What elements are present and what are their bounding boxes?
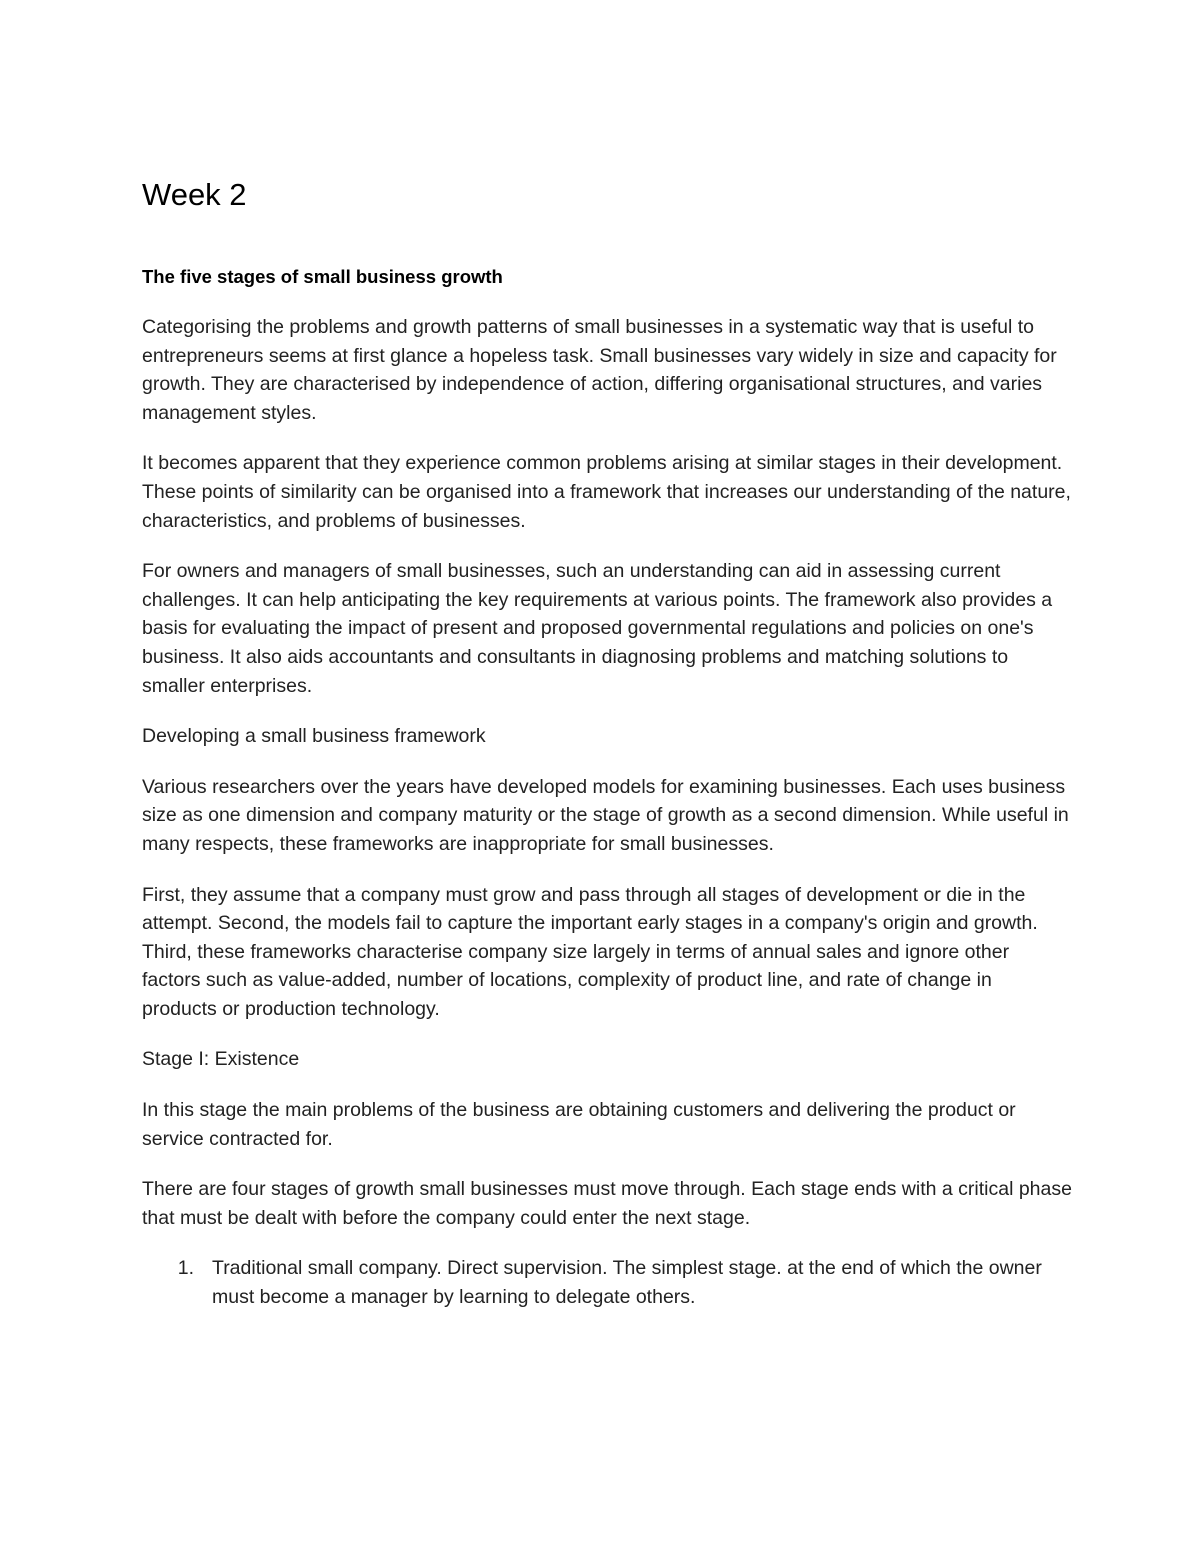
stage1-list xyxy=(142,1254,1072,1311)
framework-heading: Developing a small business framework xyxy=(142,725,486,748)
list-item xyxy=(142,1254,1072,1311)
document-page xyxy=(142,172,1072,1312)
framework-paragraph-1: Various researchers over the years have developed models for examining businesses. Each uses business size as one dimension and company maturity or the stage of growth as a second dimension. While useful in many respects, these frameworks are inappropriate for small businesses. xyxy=(142,775,1069,855)
intro-paragraph-3: For owners and managers of small businesses, such an understanding can aid in assessing current challenges. It can help anticipating the key requirements at various points. The framework also provides a basis for evaluating the impact of present and proposed governmental regulations and policies on one's business. It also aids accountants and consultants in diagnosing problems and matching solutions to smaller enterprises. xyxy=(142,560,1053,697)
intro-paragraph-2: It becomes apparent that they experience common problems arising at similar stages in their development. These points of similarity can be organised into a framework that increases our understanding of the nature, characteristics, and problems of businesses. xyxy=(142,452,1071,532)
list-item-number: 1. xyxy=(177,1257,194,1280)
document-subtitle: The five stages of small business growth xyxy=(142,266,503,287)
stage1-heading: Stage I: Existence xyxy=(142,1048,300,1071)
list-item-text: Traditional small company. Direct supervision. The simplest stage. at the end of which the owner must become a manager by learning to delegate others. xyxy=(212,1257,1042,1309)
intro-paragraph-1: Categorising the problems and growth patterns of small businesses in a systematic way that is useful to entrepreneurs seems at first glance a hopeless task. Small businesses vary widely in size and capacity for growth. They are characterised by independence of action, differing organisational structures, and varies management styles. xyxy=(142,316,1057,424)
stage1-paragraph-1: In this stage the main problems of the business are obtaining customers and delivering the product or service contracted for. xyxy=(142,1099,1016,1150)
framework-paragraph-2: First, they assume that a company must grow and pass through all stages of development or die in the attempt. Second, the models fail to capture the important early stages in a company's origin and growth. Third, these frameworks characterise company size largely in terms of annual sales and ignore other factors such as value-added, number of locations, complexity of product line, and rate of change in products or production technology. xyxy=(142,883,1038,1020)
stage1-paragraph-2: There are four stages of growth small businesses must move through. Each stage ends with a critical phase that must be dealt with before the company could enter the next stage. xyxy=(142,1178,1072,1229)
document-title: Week 2 xyxy=(142,177,247,212)
